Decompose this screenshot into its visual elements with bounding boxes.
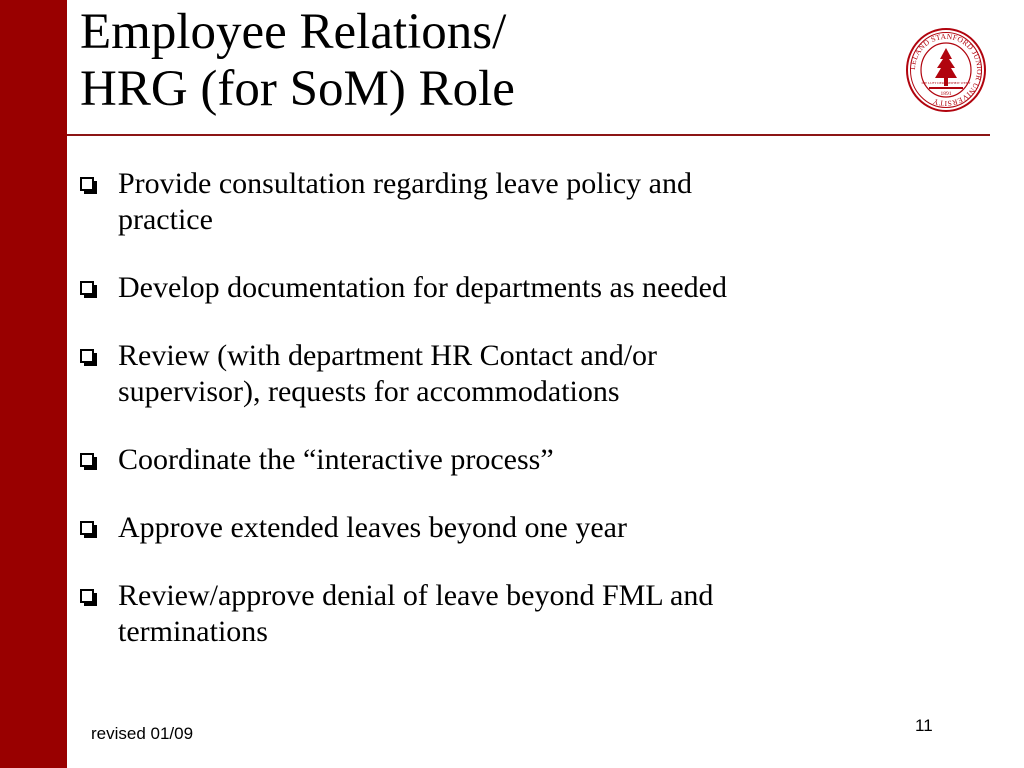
bullet-item: [76, 338, 976, 410]
revision-note: revised 01/09: [91, 724, 194, 743]
bullet-line: terminations: [118, 615, 268, 648]
seal-motto: DIE LUFT DER FREIHEIT WEHT: [921, 81, 971, 85]
bullet-line: Provide consultation regarding leave policy and: [118, 167, 692, 200]
bullet-line: supervisor), requests for accommodations: [118, 375, 620, 408]
seal-ring-text: LELAND STANFORD JUNIOR UNIVERSITY: [907, 31, 985, 109]
university-seal-logo: [905, 26, 987, 114]
title-line-2: HRG (for SoM) Role: [80, 61, 515, 117]
checkbox-bullet-icon: [80, 589, 94, 603]
bullet-line: Approve extended leaves beyond one year: [118, 511, 627, 544]
page-number: 11: [915, 716, 933, 735]
bullet-item: [76, 166, 976, 238]
checkbox-bullet-icon: [80, 177, 94, 191]
bullet-line: Review/approve denial of leave beyond FML and: [118, 579, 714, 612]
checkbox-bullet-icon: [80, 453, 94, 467]
left-accent-bar: [0, 0, 67, 768]
bullet-item: [76, 510, 976, 546]
bullet-line: practice: [118, 203, 213, 236]
bullet-item: [76, 270, 976, 306]
bullet-list: [76, 166, 976, 682]
seal-year: 1891: [940, 91, 952, 97]
title-line-1: Employee Relations/: [80, 4, 507, 60]
bullet-line: Develop documentation for departments as needed: [118, 271, 727, 304]
bullet-item: [76, 442, 976, 478]
bullet-item: [76, 578, 976, 650]
slide-title: [80, 4, 880, 118]
bullet-line: Coordinate the “interactive process”: [118, 443, 554, 476]
checkbox-bullet-icon: [80, 281, 94, 295]
title-divider: [67, 134, 990, 136]
checkbox-bullet-icon: [80, 521, 94, 535]
bullet-line: Review (with department HR Contact and/or: [118, 339, 658, 372]
checkbox-bullet-icon: [80, 349, 94, 363]
